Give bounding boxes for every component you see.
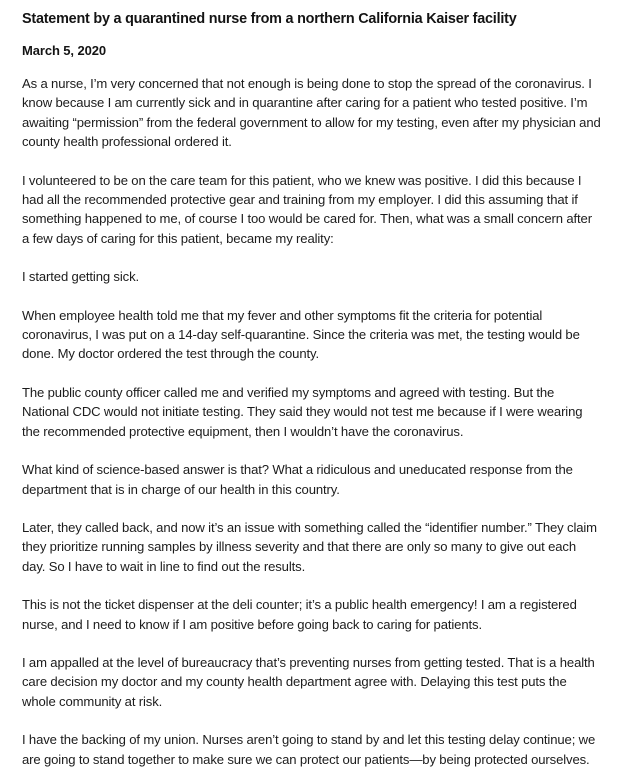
paragraph: I am appalled at the level of bureaucracy that’s preventing nurses from getting tested. That is a health care decision my doctor and my county health department agree with. Delaying this test puts the whole community at risk. xyxy=(22,654,595,709)
paragraph: What kind of science-based answer is that? What a ridiculous and uneducated response from the department that is in charge of our health in this country. xyxy=(22,462,573,497)
paragraph: As a nurse, I’m very concerned that not enough is being done to stop the spread of the coronavirus. I know because I am currently sick and in quarantine after caring for a patient who tested positive. I’m awaiting “permission” from the federal government to allow for my testing, even after my physician and county health professional ordered it. xyxy=(22,76,601,150)
paragraph: When employee health told me that my fever and other symptoms fit the criteria for potential coronavirus, I was put on a 14-day self-quarantine. Since the criteria was met, the testing would be done. My doctor ordered the test through the county. xyxy=(22,307,580,362)
paragraph: Later, they called back, and now it’s an issue with something called the “identifier number.” They claim they prioritize running samples by illness severity and that there are only so many to give out each day. So I have to wait in line to find out the results. xyxy=(22,519,597,574)
paragraph: The public county officer called me and verified my symptoms and agreed with testing. But the National CDC would not initiate testing. They said they would not test me because if I were wearing the recommended protective equipment, then I wouldn’t have the coronavirus. xyxy=(22,384,583,439)
paragraph: I started getting sick. xyxy=(22,269,140,285)
paragraph: This is not the ticket dispenser at the deli counter; it’s a public health emergency! I am a registered nurse, and I need to know if I am positive before going back to caring for patients. xyxy=(22,597,577,632)
document-date: March 5, 2020 xyxy=(22,43,106,58)
document-body xyxy=(22,74,602,769)
paragraph: I volunteered to be on the care team for this patient, who we knew was positive. I did this because I had all the recommended protective gear and training from my employer. I did this assuming that if something happened to me, of course I too would be cared for. Then, what was a small concern after a few days of caring for this patient, became my reality: xyxy=(22,172,592,246)
paragraph: I have the backing of my union. Nurses aren’t going to stand by and let this testing delay continue; we are going to stand together to make sure we can protect our patients—by being protected ourselves. xyxy=(22,732,596,767)
page-title: Statement by a quarantined nurse from a northern California Kaiser facility xyxy=(22,11,517,27)
